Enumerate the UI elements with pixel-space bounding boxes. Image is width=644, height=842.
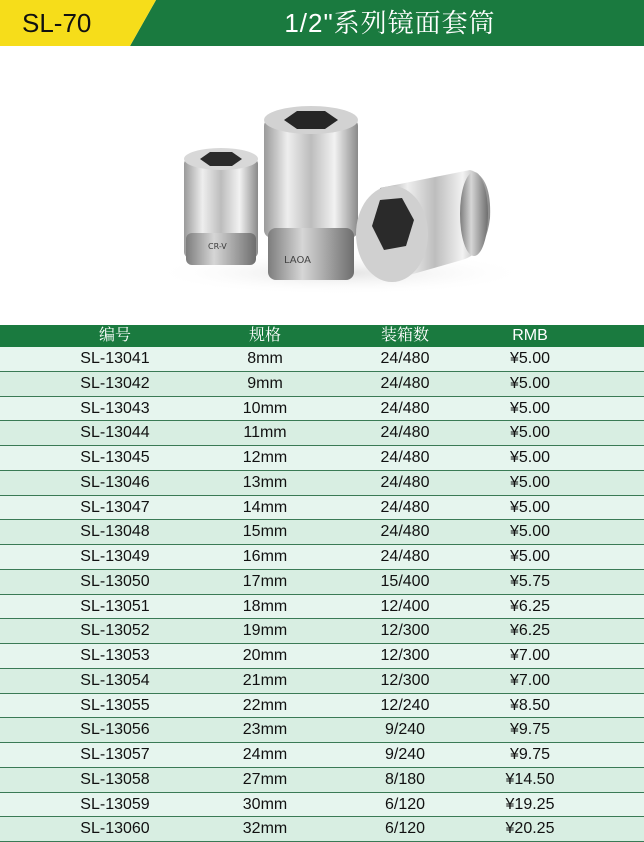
model-code: SL-70: [22, 8, 92, 38]
cell-pack: 9/240: [384, 746, 426, 763]
table-row: [0, 446, 644, 471]
cell-pack: 24/480: [380, 424, 430, 442]
cell-code: SL-13041: [80, 350, 150, 367]
cell-code: SL-13047: [80, 498, 150, 516]
cell-pack: 24/480: [380, 473, 430, 491]
cell-price: ¥9.75: [509, 746, 551, 763]
cell-price: ¥9.75: [509, 721, 551, 739]
cell-code: SL-13058: [80, 770, 150, 788]
table-row: [0, 694, 644, 719]
cell-size: 20mm: [242, 647, 288, 664]
cell-code: SL-13051: [80, 597, 150, 615]
cell-pack: 24/480: [380, 523, 430, 541]
table-row: [0, 793, 644, 818]
table-row: [0, 545, 644, 570]
cell-price: ¥5.00: [509, 350, 551, 367]
cell-price: ¥5.00: [509, 399, 551, 417]
cell-pack: 12/300: [380, 622, 430, 640]
large-socket-engraving: LAOA: [284, 255, 312, 266]
table-row: [0, 372, 644, 397]
cell-size: 13mm: [242, 473, 288, 491]
small-socket: [184, 148, 258, 265]
cell-pack: 6/120: [384, 795, 426, 813]
table-row: [0, 397, 644, 422]
product-photo: [0, 48, 644, 325]
cell-size: 14mm: [242, 498, 288, 516]
cell-size: 8mm: [247, 350, 283, 367]
cell-size: 18mm: [242, 597, 288, 615]
cell-size: 12mm: [242, 449, 288, 466]
cell-code: SL-13044: [80, 424, 150, 442]
cell-pack: 12/400: [380, 597, 430, 615]
cell-code: SL-13042: [80, 374, 150, 392]
three-chrome-sockets-image: [0, 48, 644, 325]
cell-price: ¥20.25: [505, 820, 555, 838]
cell-pack: 12/240: [380, 696, 430, 714]
table-row: [0, 619, 644, 644]
cell-pack: 24/480: [380, 399, 430, 417]
large-socket: [264, 106, 358, 280]
cell-code: SL-13048: [80, 523, 150, 541]
table-row: [0, 768, 644, 793]
cell-size: 11mm: [243, 424, 287, 442]
table-row: [0, 817, 644, 842]
cell-size: 23mm: [242, 721, 288, 739]
cell-price: ¥6.25: [509, 622, 551, 640]
column-header-pack: 装箱数: [380, 327, 429, 344]
column-header-code: 编号: [98, 327, 131, 344]
cell-code: SL-13055: [80, 696, 150, 714]
page-title: 1/2"系列镜面套筒: [284, 8, 496, 38]
cell-price: ¥7.00: [509, 647, 551, 664]
table-header: [0, 325, 644, 347]
cell-pack: 24/480: [380, 449, 430, 466]
cell-size: 19mm: [242, 622, 288, 640]
cell-price: ¥5.00: [509, 449, 551, 466]
cell-size: 30mm: [242, 795, 288, 813]
cell-pack: 24/480: [380, 498, 430, 516]
cell-price: ¥14.50: [505, 770, 555, 788]
cell-code: SL-13043: [80, 399, 150, 417]
cell-price: ¥19.25: [505, 795, 555, 813]
cell-code: SL-13056: [80, 721, 150, 739]
table-row: [0, 570, 644, 595]
price-table: [0, 325, 644, 837]
cell-pack: 12/300: [380, 671, 430, 689]
cell-size: 22mm: [242, 696, 288, 714]
cell-price: ¥6.25: [509, 597, 551, 615]
catalog-header: [0, 0, 644, 48]
cell-code: SL-13059: [80, 795, 150, 813]
cell-price: ¥5.00: [509, 498, 551, 516]
cell-pack: 15/400: [380, 572, 430, 590]
table-row: [0, 347, 644, 372]
cell-size: 24mm: [242, 746, 288, 763]
cell-price: ¥5.00: [509, 523, 551, 541]
cell-price: ¥7.00: [509, 671, 551, 689]
cell-code: SL-13057: [80, 746, 150, 763]
column-header-size: 规格: [248, 327, 281, 344]
cell-size: 27mm: [242, 770, 288, 788]
cell-code: SL-13046: [80, 473, 150, 491]
cell-size: 9mm: [247, 374, 283, 392]
cell-pack: 24/480: [380, 350, 430, 367]
cell-size: 10mm: [242, 399, 288, 417]
table-row: [0, 743, 644, 768]
table-row: [0, 520, 644, 545]
cell-price: ¥5.00: [509, 374, 551, 392]
table-row: [0, 421, 644, 446]
cell-code: SL-13045: [80, 449, 150, 466]
cell-price: ¥5.75: [509, 572, 551, 590]
cell-pack: 24/480: [380, 374, 430, 392]
table-body: [0, 347, 644, 842]
cell-pack: 8/180: [384, 770, 426, 788]
table-row: [0, 471, 644, 496]
cell-pack: 6/120: [384, 820, 426, 838]
cell-code: SL-13050: [80, 572, 150, 590]
cell-price: ¥5.00: [509, 424, 551, 442]
small-socket-engraving: CR-V: [208, 242, 227, 251]
column-header-price: RMB: [512, 327, 548, 344]
cell-size: 21mm: [242, 671, 288, 689]
cell-pack: 12/300: [380, 647, 430, 664]
table-row: [0, 595, 644, 620]
cell-size: 32mm: [242, 820, 288, 838]
table-row: [0, 669, 644, 694]
cell-pack: 9/240: [384, 721, 426, 739]
table-row: [0, 644, 644, 669]
cell-size: 16mm: [242, 548, 288, 565]
cell-size: 17mm: [242, 572, 288, 590]
cell-code: SL-13049: [80, 548, 150, 565]
cell-code: SL-13053: [80, 647, 150, 664]
cell-code: SL-13054: [80, 671, 150, 689]
cell-code: SL-13052: [80, 622, 150, 640]
cell-price: ¥8.50: [509, 696, 551, 714]
table-row: [0, 718, 644, 743]
table-row: [0, 496, 644, 521]
cell-size: 15mm: [242, 523, 288, 541]
cell-price: ¥5.00: [509, 548, 551, 565]
cell-pack: 24/480: [380, 548, 430, 565]
cell-price: ¥5.00: [509, 473, 551, 491]
cell-code: SL-13060: [80, 820, 150, 838]
